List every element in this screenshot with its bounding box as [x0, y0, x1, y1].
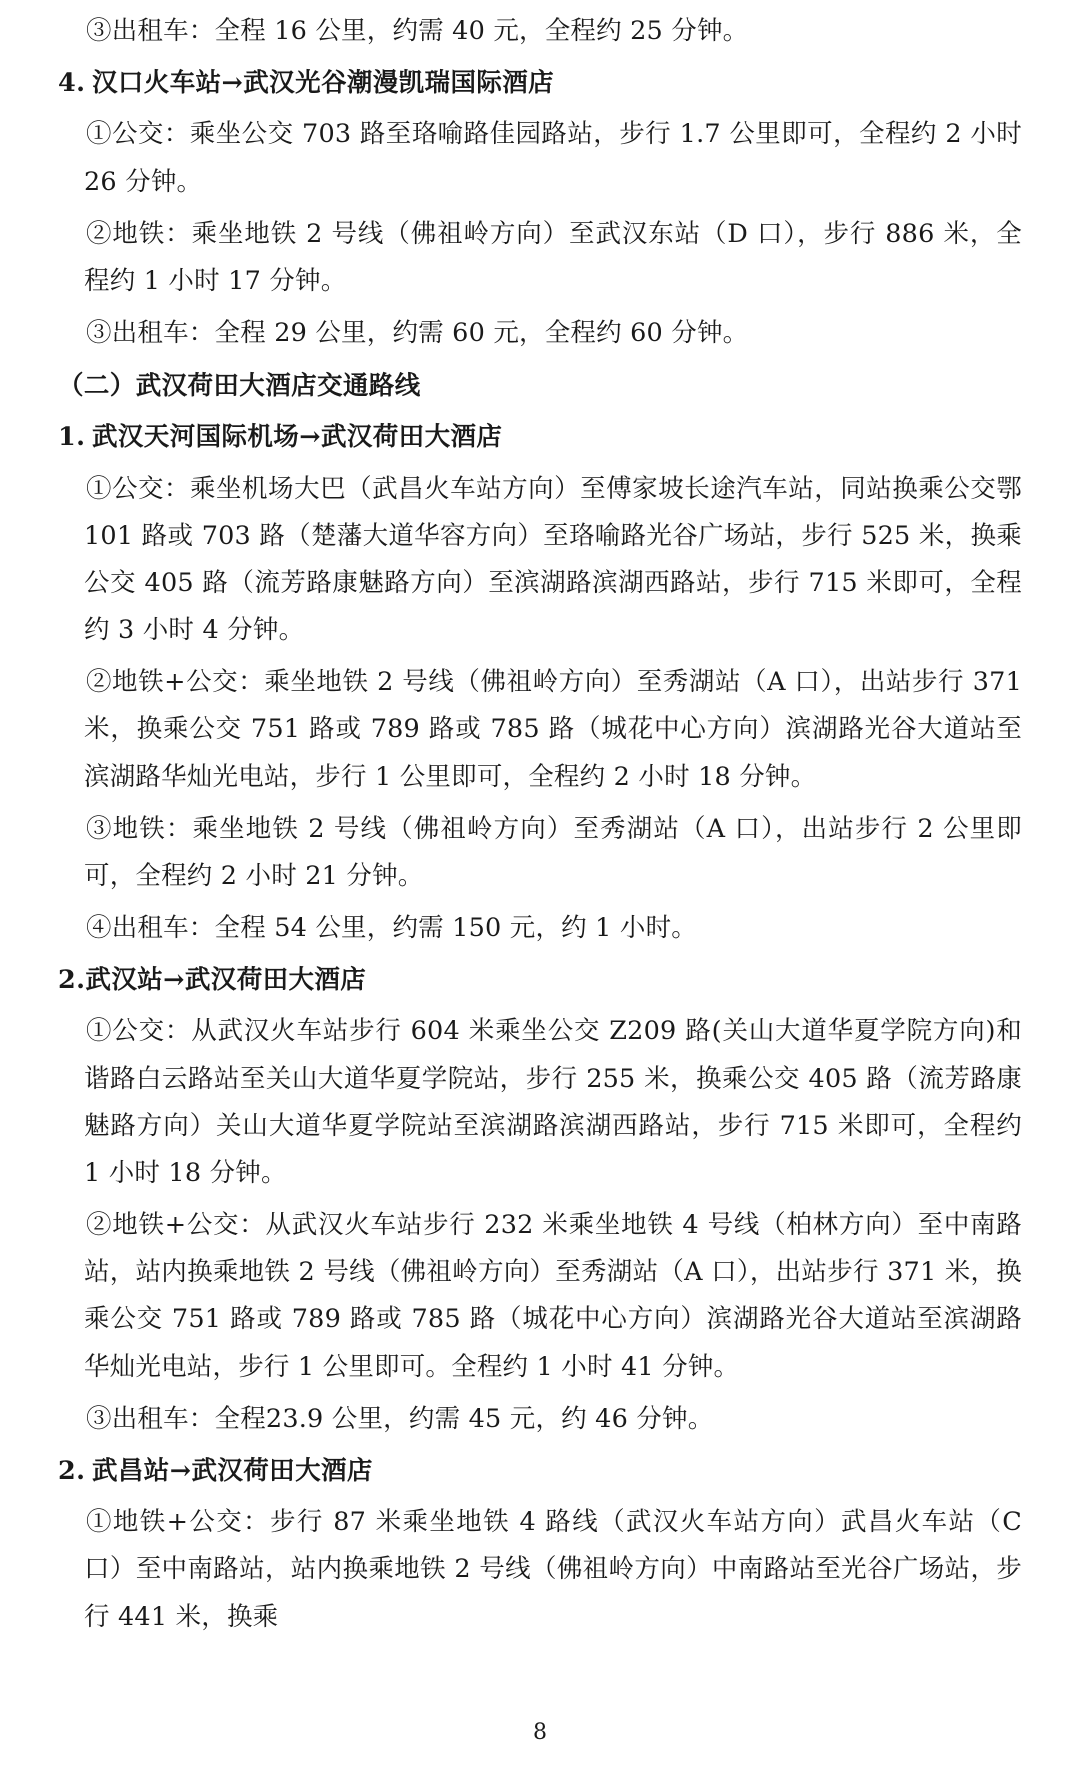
taxi-route-4: ③出租车：全程 29 公里，约需 60 元，全程约 60 分钟。	[86, 318, 749, 349]
heading-text: 汉口火车站→武汉光谷潮漫凯瑞国际酒店	[92, 68, 555, 99]
heading-1-tianhe-airport-to-hetian-hotel	[58, 414, 1022, 461]
taxi-line-hankou-prev: ③出租车：全程 16 公里，约需 40 元，全程约 25 分钟。	[86, 16, 749, 46]
metro-bus-route-3: ①地铁+公交：步行 87 米乘坐地铁 4 路线（武汉火车站方向）武昌火车站（C 口）至中南路站，站内换乘地铁 2 号线（佛祖岭方向）中南路站至光谷广场站，步行 441 米，换乘	[84, 1507, 1022, 1632]
page-number: 8	[533, 1720, 547, 1745]
heading-text: 武昌站→武汉荷田大酒店	[92, 1455, 373, 1486]
document-body	[58, 8, 1022, 1641]
heading-2-wuhan-station-to-hetian-hotel	[58, 957, 1022, 1004]
heading-number: 1.	[58, 422, 86, 453]
section-heading-hetian-hotel-routes: （二）武汉荷田大酒店交通路线	[58, 371, 421, 402]
metro-route-1: ③地铁：乘坐地铁 2 号线（佛祖岭方向）至秀湖站（A 口），出站步行 2 公里即可，全程约 2 小时 21 分钟。	[84, 813, 1022, 891]
heading-text: 武汉站→武汉荷田大酒店	[85, 965, 367, 996]
metro-route-4: ②地铁：乘坐地铁 2 号线（佛祖岭方向）至武汉东站（D 口），步行 886 米，全程约 1 小时 17 分钟。	[84, 218, 1022, 296]
metro-bus-route-1: ②地铁+公交：乘坐地铁 2 号线（佛祖岭方向）至秀湖站（A 口），出站步行 371 米，换乘公交 751 路或 789 路或 785 路（城花中心方向）滨湖路光谷大道站至滨湖路华灿光电站，步行 1 公里即可，全程约 2 小时 18 分钟。	[84, 667, 1022, 792]
taxi-route-2: ③出租车：全程23.9 公里，约需 45 元，约 46 分钟。	[86, 1403, 714, 1434]
heading-number: 2.	[58, 965, 86, 996]
heading-text: 武汉天河国际机场→武汉荷田大酒店	[92, 422, 503, 453]
heading-number: 4.	[58, 68, 86, 99]
bus-route-2: ①公交：从武汉火车站步行 604 米乘坐公交 Z209 路(关山大道华夏学院方向)和谐路白云路站至关山大道华夏学院站，步行 255 米，换乘公交 405 路（流芳路康魅路方向）关山大道华夏学院站至滨湖路滨湖西路站，步行 715 米即可，全程约 1 小时 18 分钟。	[84, 1016, 1022, 1188]
heading-2-wuchang-station-to-hetian-hotel	[58, 1448, 1022, 1495]
taxi-route-1: ④出租车：全程 54 公里，约需 150 元，约 1 小时。	[86, 913, 697, 944]
heading-4-hankou-to-optics-valley-hotel	[58, 60, 1022, 107]
metro-bus-route-2: ②地铁+公交：从武汉火车站步行 232 米乘坐地铁 4 号线（柏林方向）至中南路站，站内换乘地铁 2 号线（佛祖岭方向）至秀湖站（A 口），出站步行 371 米，换乘公交 751 路或 789 路或 785 路（城花中心方向）滨湖路光谷大道站至滨湖路华灿光电站，步行 1 公里即可。全程约 1 小时 41 分钟。	[84, 1210, 1022, 1382]
heading-number: 2.	[58, 1455, 86, 1486]
bus-route-4: ①公交：乘坐公交 703 路至珞喻路佳园路站，步行 1.7 公里即可，全程约 2 小时 26 分钟。	[84, 119, 1022, 197]
bus-route-1: ①公交：乘坐机场大巴（武昌火车站方向）至傅家坡长途汽车站，同站换乘公交鄂 101 路或 703 路（楚藩大道华容方向）至珞喻路光谷广场站，步行 525 米，换乘公交 405 路（流芳路康魅路方向）至滨湖路滨湖西路站，步行 715 米即可，全程约 3 小时 4 分钟。	[84, 473, 1022, 646]
